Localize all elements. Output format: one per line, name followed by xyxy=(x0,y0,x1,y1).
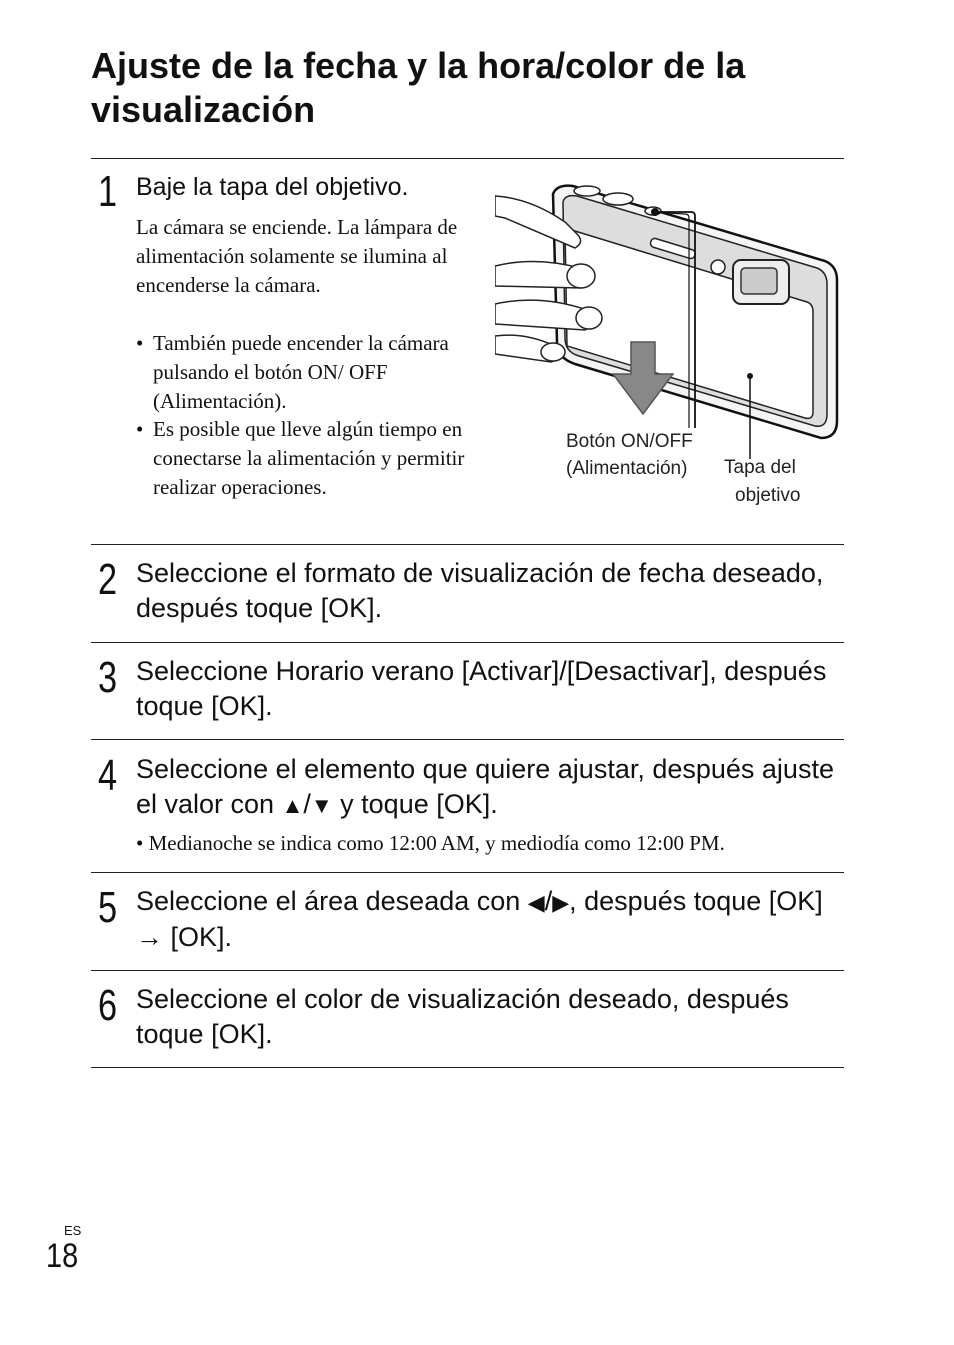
step-5-number: 5 xyxy=(98,883,118,932)
step-6-number: 6 xyxy=(98,981,118,1030)
right-triangle-icon: ▶ xyxy=(552,890,570,915)
divider xyxy=(91,970,844,971)
divider xyxy=(91,739,844,740)
step-2-number: 2 xyxy=(98,555,118,604)
bullet-text: Es posible que lleve algún tiempo en conectarse la alimentación y permitir realizar operaciones. xyxy=(153,417,465,499)
bullet-symbol: • xyxy=(136,331,144,355)
note-text: Medianoche se indica como 12:00 AM, y mediodía como 12:00 PM. xyxy=(148,831,725,855)
step-5-text-before: Seleccione el área deseada con xyxy=(136,886,528,916)
page-number: 18 xyxy=(46,1237,79,1275)
cover-label-line1: Tapa del xyxy=(724,457,796,478)
arrow-right-icon: → xyxy=(136,922,163,952)
language-code: ES xyxy=(64,1223,82,1238)
divider xyxy=(91,872,844,873)
step-5-text xyxy=(136,884,841,955)
step-4-number: 4 xyxy=(98,751,118,800)
slash: / xyxy=(544,886,553,916)
step-1-paragraph: La cámara se enciende. La lámpara de alimentación solamente se ilumina al encenderse la cámara. xyxy=(136,215,458,297)
step-1-bullet xyxy=(136,329,476,416)
step-4-text xyxy=(136,752,841,823)
page-title: Ajuste de la fecha y la hora/color de la visualización xyxy=(91,45,746,130)
step-4-note xyxy=(136,829,856,858)
divider xyxy=(91,642,844,643)
down-triangle-icon: ▼ xyxy=(310,793,333,818)
step-1-heading: Baje la tapa del objetivo. xyxy=(136,173,409,201)
button-label-line2: (Alimentación) xyxy=(566,458,688,479)
step-4-text-before: Seleccione el elemento que quiere ajustar, después ajuste el valor con xyxy=(136,754,834,819)
bullet-symbol: • xyxy=(136,831,144,855)
step-1-number: 1 xyxy=(98,167,118,216)
cover-label-line2: objetivo xyxy=(735,485,801,506)
step-3-text: Seleccione Horario verano [Activar]/[Desactivar], después toque [OK]. xyxy=(136,656,827,721)
step-5-text-middle: , después toque [OK] xyxy=(569,886,823,916)
divider xyxy=(91,158,844,159)
step-6-text: Seleccione el color de visualización deseado, después toque [OK]. xyxy=(136,984,789,1049)
left-triangle-icon: ◀ xyxy=(527,890,545,915)
up-triangle-icon: ▲ xyxy=(281,793,304,818)
step-1-bullet xyxy=(136,415,476,502)
bullet-text: También puede encender la cámara pulsando el botón ON/ OFF (Alimentación). xyxy=(153,331,449,413)
step-3-number: 3 xyxy=(98,653,118,702)
step-4-text-after: y toque [OK]. xyxy=(332,789,498,819)
bullet-symbol: • xyxy=(136,417,144,441)
step-5-text-after: [OK]. xyxy=(163,922,233,952)
divider xyxy=(91,1067,844,1068)
slash: / xyxy=(303,789,311,819)
divider xyxy=(91,544,844,545)
step-2-text: Seleccione el formato de visualización de fecha deseado, después toque [OK]. xyxy=(136,558,824,623)
button-label-line1: Botón ON/OFF xyxy=(566,431,693,452)
